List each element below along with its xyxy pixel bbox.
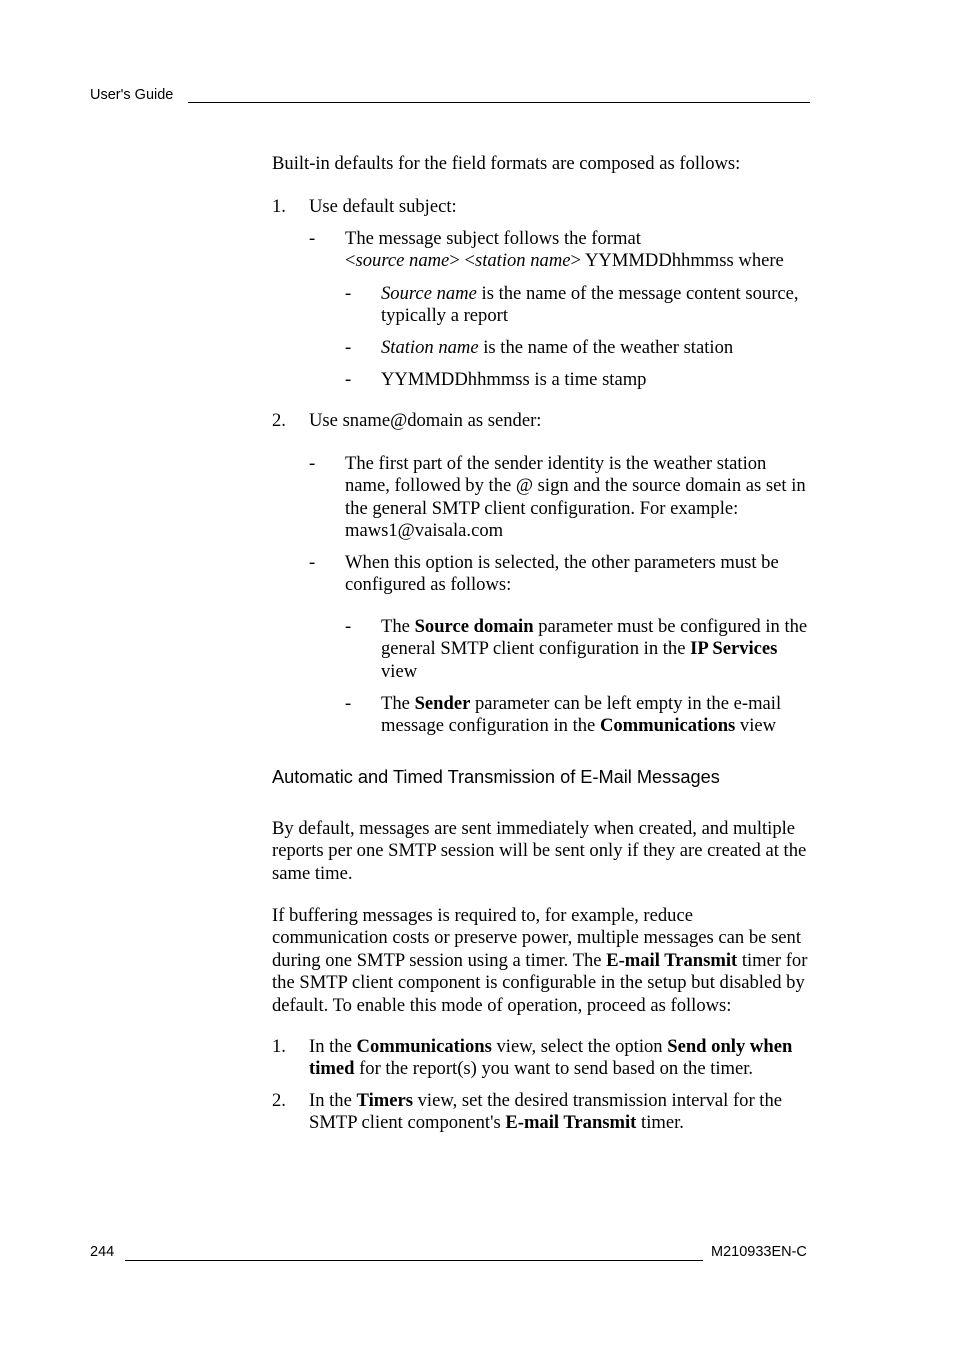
text-line: The first part of the sender identity is the weather station [345,453,767,474]
ui-term: Source domain [414,616,534,637]
sender-instruction [381,693,781,738]
source-name-token: source name [355,250,450,272]
intro-paragraph: Built-in defaults for the field formats are composed as follows: [272,153,741,174]
text-line: the general SMTP client configuration. For example: [345,497,739,519]
section-heading: Automatic and Timed Transmission of E-Mail Messages [272,767,720,787]
station-name-token: station name [474,250,571,272]
text-line: If buffering messages is required to, for example, reduce [272,905,693,926]
text-line: default. To enable this mode of operation, proceed as follows: [272,994,732,1016]
text-line: configured as follows: [345,574,512,596]
text-line [381,638,807,660]
running-header-title: User's Guide [90,87,174,103]
text-fragment: during one SMTP session using a timer. The [272,949,607,971]
list-number: 1. [272,1036,286,1057]
text-line [381,693,781,715]
text-fragment: is the name of the message content source, [476,283,799,304]
text-line [309,1058,792,1080]
list-number: 2. [272,1090,286,1111]
ui-term: Sender [414,693,471,714]
ui-term: E-mail Transmit [505,1112,637,1134]
footer-rule [125,1260,703,1261]
bullet-dash: - [309,228,316,249]
ui-term: IP Services [690,638,778,660]
text-fragment: In the [309,1036,357,1057]
text-line [309,1090,782,1112]
text-line: maws1@vaisala.com [345,520,504,542]
list-item-text: Use sname@domain as sender: [309,410,542,431]
step-communications [309,1036,792,1081]
timestamp-definition: YYMMDDhhmmss is a time stamp [381,369,647,390]
list-number: 2. [272,410,286,431]
text-fragment: > [570,250,582,272]
text-line [272,950,807,972]
bullet-dash: - [309,552,316,573]
sender-identity-description [345,453,806,543]
ui-term: Communications [356,1036,492,1057]
default-behavior-paragraph [272,818,806,885]
text-line: the SMTP client component is configurable in the setup but disabled by [272,972,805,994]
text-line: same time. [272,862,353,884]
text-line: reports per one SMTP session will be sent only if they are created at the [272,840,807,862]
text-fragment: parameter must be configured in the [533,616,808,637]
text-line [381,337,733,359]
text-fragment: YYMMDDhhmmss where [581,250,784,272]
option-selected-description [345,552,779,597]
text-fragment: general SMTP client configuration in the [381,638,691,660]
term: Source name [381,283,477,304]
source-name-definition [381,283,799,328]
text-line [309,1112,782,1134]
bullet-dash: - [345,283,352,304]
bullet-dash: - [345,337,352,358]
text-line [381,616,807,638]
text-fragment: parameter can be left empty in the e-mail [470,693,782,714]
text-fragment: for the report(s) you want to send based on the timer. [354,1058,754,1080]
source-domain-instruction [381,616,807,683]
text-fragment: < [459,250,475,272]
bullet-dash: - [345,616,352,637]
subject-format-description [345,228,784,273]
text-fragment: The [381,693,415,714]
list-number: 1. [272,196,286,217]
format-line [345,250,784,272]
text-line: The message subject follows the format [345,228,641,249]
text-fragment: view [735,715,777,737]
list-item-text: Use default subject: [309,196,457,217]
text-line [381,283,799,305]
bullet-dash: - [345,369,352,390]
text-line: typically a report [381,305,509,327]
text-line: communication costs or preserve power, multiple messages can be sent [272,927,802,949]
text-fragment: > [449,250,460,272]
text-line: view [381,660,418,682]
ui-term: Send only when [667,1036,793,1057]
step-timers [309,1090,782,1135]
station-name-definition [381,337,733,359]
term: Station name [381,337,479,358]
text-fragment: message configuration in the [381,715,600,737]
text-fragment: view, select the option [491,1036,668,1057]
page-number: 244 [90,1244,115,1260]
text-fragment: In the [309,1090,357,1111]
text-fragment: SMTP client component's [309,1112,506,1134]
text-line: When this option is selected, the other parameters must be [345,552,779,573]
text-fragment: is the name of the weather station [478,337,734,358]
text-fragment: timer for [737,949,808,971]
text-fragment: The [381,616,415,637]
bullet-dash: - [309,453,316,474]
bullet-dash: - [345,693,352,714]
text-line [309,1036,792,1058]
ui-term: Communications [599,715,736,737]
document-code: M210933EN-C [711,1244,807,1260]
text-line: name, followed by the @ sign and the source domain as set in [345,475,806,497]
text-fragment: view, set the desired transmission interval for the [412,1090,783,1111]
ui-term: Timers [356,1090,413,1111]
header-rule [188,102,810,103]
text-line: By default, messages are sent immediately when created, and multiple [272,818,796,839]
ui-term: timed [309,1058,355,1080]
text-fragment: timer. [636,1112,684,1134]
text-fragment: < [345,250,356,272]
ui-term: E-mail Transmit [606,949,738,971]
buffering-paragraph [272,905,807,1017]
text-line [381,715,781,737]
